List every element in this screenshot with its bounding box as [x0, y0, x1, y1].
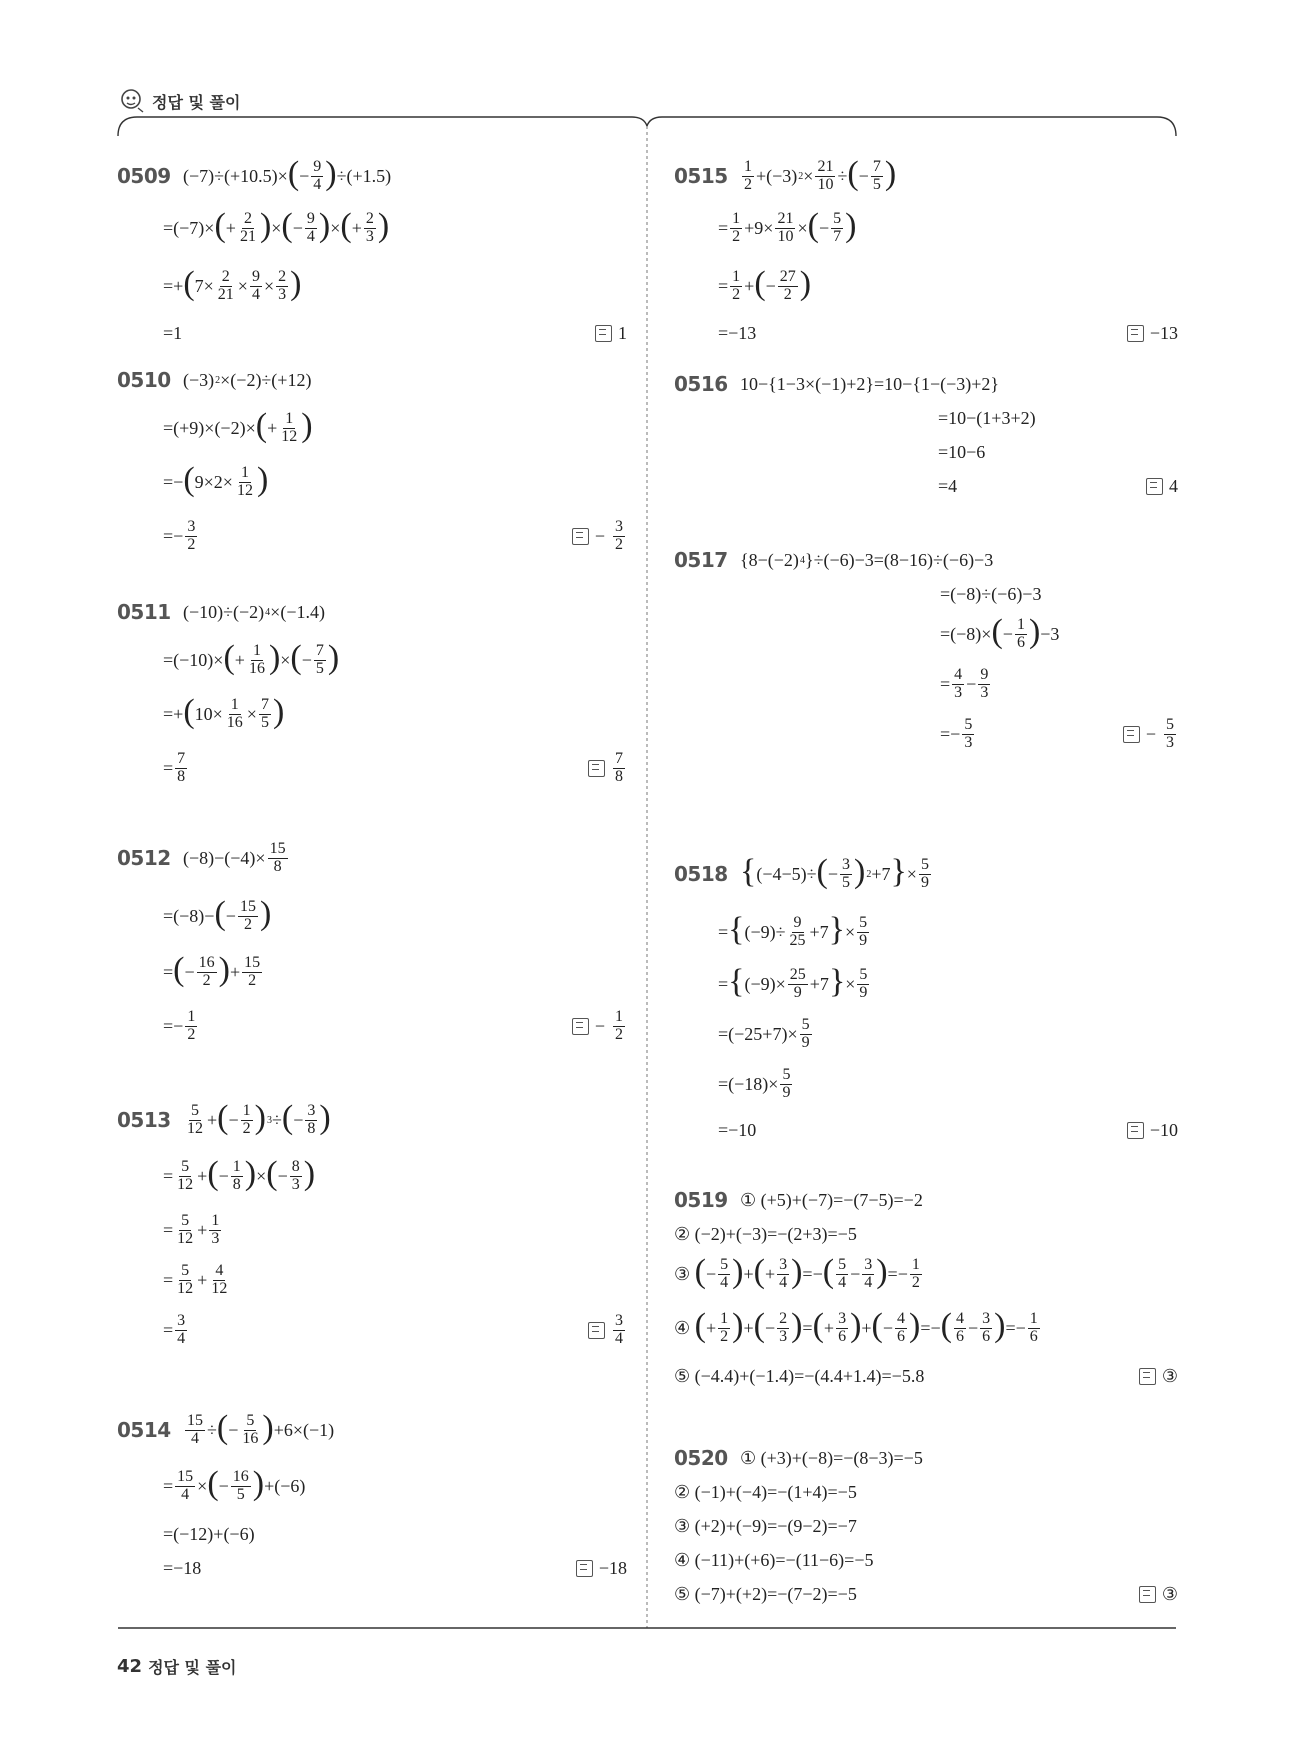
step-line: =(−10)× ( + $\frac{1}{16}$ ) × ( − $\frac{7}{5}$ )	[163, 639, 340, 677]
problem-number: 0519	[674, 1188, 728, 1212]
answer	[1127, 1108, 1178, 1152]
step-line: = $\frac{7}{8}$	[163, 749, 186, 785]
page-footer	[117, 1655, 236, 1678]
answer: − $\frac{5}{3}$	[1123, 712, 1178, 756]
problem-number: 0513	[117, 1108, 171, 1132]
step-line: =−18	[163, 1557, 202, 1578]
answer-icon	[572, 1018, 589, 1035]
problem-number: 0510	[117, 368, 171, 392]
expression-line: {8−(−2) 4 }÷(−6)−3=(8−16)÷(−6)−3	[740, 549, 994, 570]
problem-number: 0512	[117, 846, 171, 870]
choice-line: ⑤ (−7)+(+2)=−(7−2)=−5	[674, 1583, 857, 1605]
step-line: = ( − $\frac{16}{2}$ ) + $\frac{15}{2}$	[163, 951, 261, 989]
answer-value: −13	[1149, 322, 1178, 343]
choice-line: ① (+5)+(−7)=−(7−5)=−2	[740, 1189, 923, 1211]
choice-line: ② (−2)+(−3)=−(2+3)=−5	[674, 1223, 857, 1245]
step-line: =(−7)× ( + $\frac{2}{21}$ ) × ( − $\frac{9}{4}$ ) × ( + $\frac{2}{3}$ )	[163, 207, 390, 245]
problem-number: 0520	[674, 1446, 728, 1470]
step-line: =(−8)× ( − $\frac{1}{6}$ ) −3	[940, 613, 1060, 651]
step-line: = $\frac{1}{2}$ + ( − $\frac{27}{2}$ )	[718, 265, 812, 303]
answer-icon	[1127, 325, 1144, 342]
step-line: =10−(1+3+2)	[938, 407, 1036, 428]
problem-number: 0509	[117, 164, 171, 188]
answer-value: ③	[1161, 1583, 1178, 1605]
choice-line: ④ ( + $\frac{1}{2}$ ) + ( − $\frac{2}{3}$ ) = ( + $\frac{3}{6}$ ) + ( − $\frac{4}{6}$ ) =− ( $\frac{4}{6}$ − $\frac{3}{6}$ ) =− $\frac{1}{6}$	[674, 1307, 1038, 1345]
expression-line: 10−{1−3×(−1)+2}=10−{1−(−3)+2}	[740, 373, 1000, 394]
step-line: =1	[163, 322, 183, 343]
answer: − $\frac{1}{2}$	[572, 1004, 627, 1048]
step-line: =+ ( 7× $\frac{2}{21}$ × $\frac{9}{4}$ × $\frac{2}{3}$ )	[163, 265, 302, 303]
answer-icon	[588, 760, 605, 777]
answer-icon	[595, 325, 612, 342]
header-title: 정답 및 풀이	[152, 92, 241, 112]
step-line: = $\frac{5}{12}$ + $\frac{1}{3}$	[163, 1211, 220, 1247]
step-line: =(−8)− ( − $\frac{15}{2}$ )	[163, 895, 272, 933]
answer-value: 1	[618, 322, 627, 343]
step-line: = $\frac{5}{12}$ + ( − $\frac{1}{8}$ ) × ( − $\frac{8}{3}$ )	[163, 1155, 316, 1193]
choice-line: ① (+3)+(−8)=−(8−3)=−5	[740, 1447, 923, 1469]
step-line: =−10	[718, 1119, 757, 1140]
step-line: =(−18)× $\frac{5}{9}$	[718, 1065, 791, 1101]
expression-line: $\frac{5}{12}$ + ( − $\frac{1}{2}$ ) 3 ÷ ( − $\frac{3}{8}$ )	[187, 1099, 331, 1137]
choice-line: ⑤ (−4.4)+(−1.4)=−(4.4+1.4)=−5.8	[674, 1365, 925, 1387]
step-line: =− $\frac{1}{2}$	[163, 1007, 196, 1043]
answer-value: −10	[1149, 1119, 1178, 1140]
step-line: = { (−9)× $\frac{25}{9}$ +7 } × $\frac{5}{9}$	[718, 963, 868, 1001]
step-line: =(−12)+(−6)	[163, 1523, 255, 1544]
step-line: =10−6	[938, 441, 986, 462]
answer: − $\frac{3}{2}$	[572, 514, 627, 558]
answer-icon	[1139, 1586, 1156, 1603]
footer-text: 정답 및 풀이	[148, 1658, 237, 1677]
answer: $\frac{7}{8}$	[588, 746, 627, 790]
step-line: =− ( 9×2× $\frac{1}{12}$ )	[163, 461, 269, 499]
step-line: = $\frac{5}{12}$ + $\frac{4}{12}$	[163, 1261, 228, 1297]
page-number: 42	[117, 1656, 143, 1677]
answer-icon	[1123, 726, 1140, 743]
answer	[595, 311, 627, 355]
step-line: = { (−9)÷ $\frac{9}{25}$ +7 } × $\frac{5}{9}$	[718, 911, 868, 949]
answer-value: 4	[1169, 475, 1178, 496]
step-line: =(−25+7)× $\frac{5}{9}$	[718, 1015, 810, 1051]
step-line: =−13	[718, 322, 757, 343]
problem-number: 0518	[674, 862, 728, 886]
step-line: =+ ( 10× $\frac{1}{16}$ × $\frac{7}{5}$ )	[163, 693, 285, 731]
problem-number: 0515	[674, 164, 728, 188]
expression-line: (−3) 2 ×(−2)÷(+12)	[183, 369, 312, 390]
step-line: = $\frac{15}{4}$ × ( − $\frac{16}{5}$ ) +(−6)	[163, 1465, 306, 1503]
expression-line: $\frac{1}{2}$ +(−3) 2 × $\frac{21}{10}$ ÷ ( − $\frac{7}{5}$ )	[744, 155, 897, 193]
answer-icon	[1127, 1122, 1144, 1139]
answer-value: −18	[598, 1557, 627, 1578]
step-line: =(−8)÷(−6)−3	[940, 583, 1042, 604]
answer-icon	[576, 1560, 593, 1577]
choice-line: ② (−1)+(−4)=−(1+4)=−5	[674, 1481, 857, 1503]
answer-icon	[588, 1322, 605, 1339]
choice-line: ④ (−11)+(+6)=−(11−6)=−5	[674, 1549, 874, 1571]
answer	[1146, 464, 1178, 508]
answer-value: ③	[1161, 1365, 1178, 1387]
expression-line: { (−4−5)÷ ( − $\frac{3}{5}$ ) 2 +7 } × $\frac{5}{9}$	[740, 853, 929, 891]
step-line: =(+9)×(−2)× ( + $\frac{1}{12}$ )	[163, 407, 313, 445]
answer	[1139, 1572, 1178, 1616]
choice-line: ③ ( − $\frac{5}{4}$ ) + ( + $\frac{3}{4}$ ) =− ( $\frac{5}{4}$ − $\frac{3}{4}$ ) =− $\frac{1}{2}$	[674, 1253, 920, 1291]
answer	[1139, 1354, 1178, 1398]
step-line: = $\frac{4}{3}$ − $\frac{9}{3}$	[940, 665, 989, 701]
choice-line: ③ (+2)+(−9)=−(9−2)=−7	[674, 1515, 857, 1537]
step-line: = $\frac{1}{2}$ +9× $\frac{21}{10}$ × ( − $\frac{5}{7}$ )	[718, 207, 857, 245]
answer-icon	[1146, 478, 1163, 495]
answer	[576, 1546, 627, 1590]
answer	[1127, 311, 1178, 355]
step-line: =− $\frac{3}{2}$	[163, 517, 196, 553]
page-header	[118, 86, 240, 116]
expression-line: $\frac{15}{4}$ ÷ ( − $\frac{5}{16}$ ) +6×(−1)	[187, 1409, 335, 1447]
answer-icon	[572, 528, 589, 545]
expression-line: (−10)÷(−2) 4 ×(−1.4)	[183, 601, 325, 622]
expression-line: (−8)−(−4)× $\frac{15}{8}$	[183, 839, 286, 875]
problem-number: 0517	[674, 548, 728, 572]
problem-number: 0511	[117, 600, 171, 624]
expression-line: (−7)÷(+10.5)× ( − $\frac{9}{4}$ ) ÷(+1.5)	[183, 155, 392, 193]
step-line: =− $\frac{5}{3}$	[940, 715, 973, 751]
answer: $\frac{3}{4}$	[588, 1308, 627, 1352]
answer-icon	[1139, 1368, 1156, 1385]
step-line: = $\frac{3}{4}$	[163, 1311, 186, 1347]
problem-number: 0516	[674, 372, 728, 396]
problem-number: 0514	[117, 1418, 171, 1442]
step-line: =4	[938, 475, 958, 496]
mascot-icon	[118, 88, 144, 114]
